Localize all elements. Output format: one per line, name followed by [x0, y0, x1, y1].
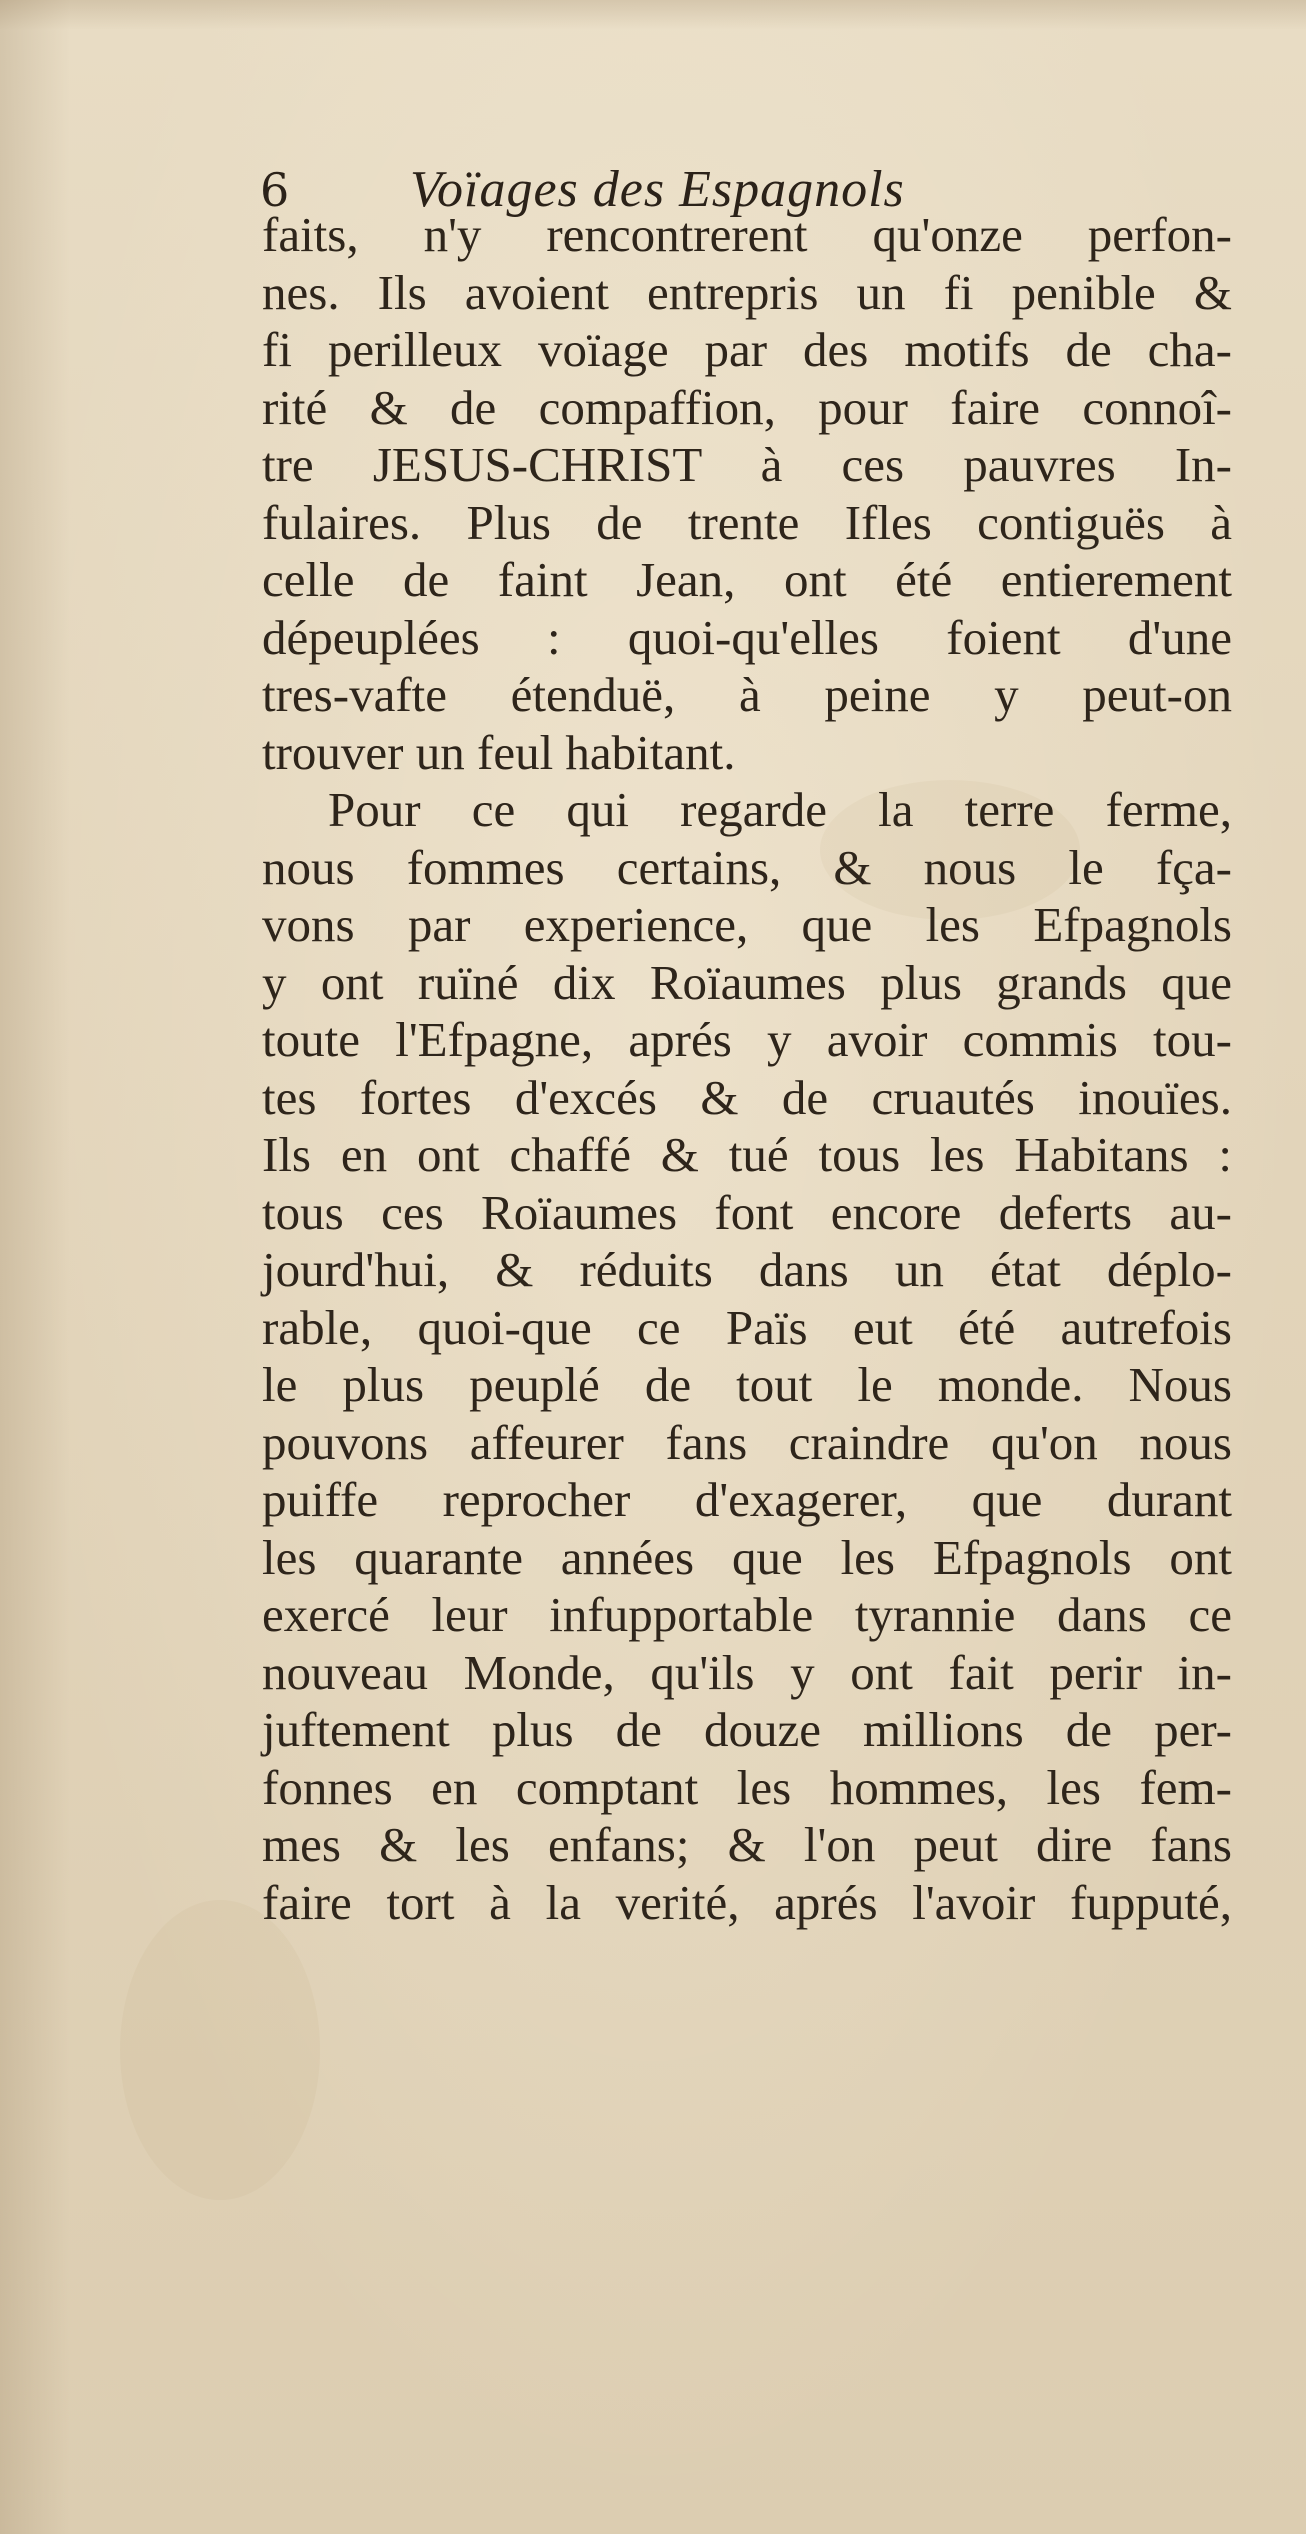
- text-line: les quarante années que les Efpagnols ont: [262, 1529, 1232, 1585]
- text-line: tous ces Roïaumes font encore deferts au-: [262, 1184, 1232, 1240]
- text-line: pouvons affeurer fans craindre qu'on nous: [262, 1414, 1232, 1470]
- text-line: jourd'hui, & réduits dans un état déplo-: [262, 1242, 1232, 1297]
- text-line: rité & de compaffion, pour faire connoî-: [262, 379, 1232, 435]
- text-line: le plus peuplé de tout le monde. Nous: [262, 1357, 1232, 1412]
- text-line: toute l'Efpagne, aprés y avoir commis tou-: [262, 1012, 1232, 1067]
- text-line: celle de faint Jean, ont été entierement: [262, 552, 1232, 607]
- text-line: faire tort à la verité, aprés l'avoir fupputé,: [262, 1874, 1232, 1930]
- body-text: [262, 206, 1232, 1931]
- text-line: nes. Ils avoient entrepris un fi penible &: [262, 264, 1232, 320]
- text-line: dépeuplées : quoi-qu'elles foient d'une: [262, 609, 1232, 665]
- paper-stain: [120, 1900, 320, 2200]
- page-top-shadow: [0, 0, 1306, 30]
- text-line: trouver un feul habitant.: [262, 724, 736, 780]
- text-line: nous fommes certains, & nous le fça-: [262, 839, 1232, 895]
- text-line: fi perilleux voïage par des motifs de cha-: [262, 322, 1232, 377]
- text-line: tre JESUS-CHRIST à ces pauvres In-: [262, 437, 1232, 492]
- text-line: fulaires. Plus de trente Ifles contiguës à: [262, 494, 1232, 550]
- text-line: tres-vafte étenduë, à peine y peut-on: [262, 667, 1232, 722]
- text-line: Ils en ont chaffé & tué tous les Habitans :: [262, 1127, 1232, 1182]
- text-line: tes fortes d'excés & de cruautés inouïes.: [262, 1069, 1232, 1125]
- text-line: faits, n'y rencontrerent qu'onze perfon-: [262, 207, 1232, 262]
- text-line: Pour ce qui regarde la terre ferme,: [328, 782, 1232, 837]
- page-gutter-shadow: [0, 0, 70, 2534]
- text-line: juftement plus de douze millions de per-: [262, 1702, 1232, 1757]
- text-line: puiffe reprocher d'exagerer, que durant: [262, 1472, 1232, 1527]
- text-line: vons par experience, que les Efpagnols: [262, 897, 1232, 952]
- running-head: Voïages des Espagnols: [410, 161, 905, 218]
- page-number: 6: [260, 163, 290, 217]
- text-line: rable, quoi-que ce Païs eut été autrefois: [262, 1299, 1232, 1355]
- text-line: y ont ruïné dix Roïaumes plus grands que: [262, 954, 1232, 1010]
- text-line: nouveau Monde, qu'ils y ont fait perir in-: [262, 1644, 1232, 1700]
- text-line: exercé leur infupportable tyrannie dans ce: [262, 1587, 1232, 1642]
- text-line: fonnes en comptant les hommes, les fem-: [262, 1759, 1232, 1815]
- text-line: mes & les enfans; & l'on peut dire fans: [262, 1817, 1232, 1872]
